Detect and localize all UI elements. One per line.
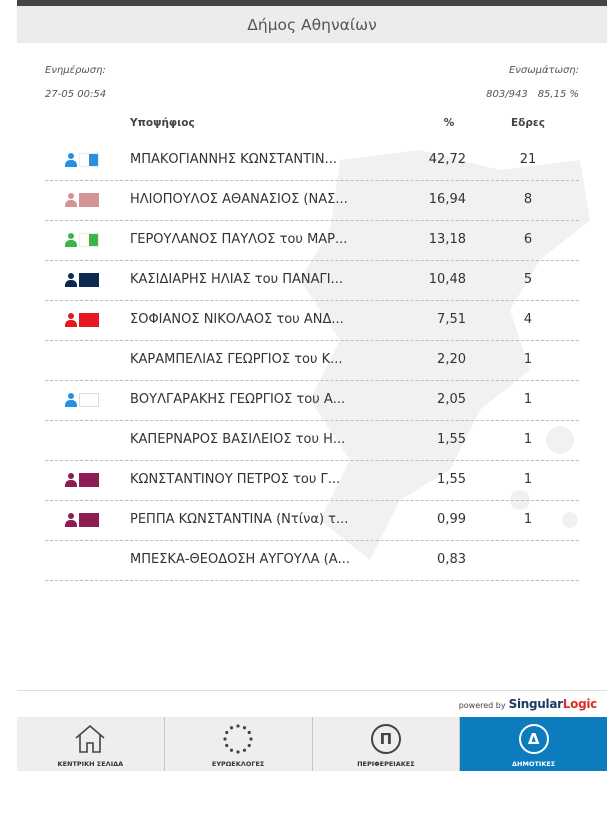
- candidate-seats: 1: [523, 472, 533, 487]
- table-row[interactable]: [45, 421, 579, 461]
- candidate-percent: 10,48: [428, 272, 466, 287]
- counted-label: Ενσωμάτωση:: [508, 65, 579, 76]
- candidate-seats: 1: [523, 352, 533, 367]
- person-icon: [65, 513, 77, 527]
- table-row[interactable]: [45, 221, 579, 261]
- header-candidate: Υποψήφιος: [130, 117, 195, 129]
- updated-label: Ενημέρωση:: [45, 65, 106, 76]
- candidate-party-icon: [65, 153, 99, 167]
- table-row[interactable]: [45, 501, 579, 541]
- powered-label: powered by: [458, 701, 506, 710]
- candidate-party-icon: [65, 393, 99, 407]
- candidate-name: ΚΑΡΑΜΠΕΛΙΑΣ ΓΕΩΡΓΙΟΣ του Κ...: [130, 352, 343, 367]
- nav-home-label: ΚΕΝΤΡΙΚΗ ΣΕΛΙΔΑ: [57, 760, 124, 768]
- counted-value: [486, 89, 579, 100]
- table-row[interactable]: [45, 541, 579, 581]
- candidate-name: ΗΛΙΟΠΟΥΛΟΣ ΑΘΑΝΑΣΙΟΣ (ΝΑΣ...: [130, 192, 348, 207]
- nav-euroelections-label: ΕΥΡΩΕΚΛΟΓΕΣ: [211, 760, 265, 768]
- candidate-name: ΚΩΝΣΤΑΝΤΙΝΟΥ ΠΕΤΡΟΣ του Γ...: [130, 472, 341, 487]
- eu-star: [237, 724, 240, 727]
- table-row[interactable]: [45, 301, 579, 341]
- candidate-name: ΜΠΑΚΟΓΙΑΝΝΗΣ ΚΩΝΣΤΑΝΤΙΝ...: [130, 152, 338, 167]
- person-icon: [65, 193, 77, 207]
- person-icon: [65, 313, 77, 327]
- candidate-party-icon: [65, 233, 99, 247]
- results-table-header: [45, 117, 579, 133]
- candidate-seats: 5: [523, 272, 533, 287]
- nav-municipal-label: ΔΗΜΟΤΙΚΕΣ: [512, 760, 556, 768]
- table-row[interactable]: [45, 381, 579, 421]
- nav-regional-label: ΠΕΡΙΦΕΡΕΙΑΚΕΣ: [357, 760, 415, 768]
- candidate-seats: 21: [519, 152, 537, 167]
- candidate-seats: 1: [523, 392, 533, 407]
- candidate-percent: 16,94: [428, 192, 466, 207]
- counted-stations: 803/943: [486, 89, 528, 100]
- party-flag-icon: [79, 513, 99, 527]
- person-icon: [65, 153, 77, 167]
- candidate-seats: 6: [523, 232, 533, 247]
- person-icon: [65, 233, 77, 247]
- candidate-party-icon: [65, 273, 99, 287]
- candidate-seats: 1: [523, 432, 533, 447]
- candidate-percent: 1,55: [437, 432, 466, 447]
- home-icon: [73, 722, 107, 756]
- eu-star: [250, 737, 253, 740]
- candidate-name: ΓΕΡΟΥΛΑΝΟΣ ΠΑΥΛΟΣ του ΜΑΡ...: [130, 232, 348, 247]
- eu-star: [225, 731, 228, 734]
- candidate-seats: 1: [523, 512, 533, 527]
- eu-star: [248, 731, 251, 734]
- table-row[interactable]: [45, 181, 579, 221]
- pi-letter-icon: Π: [369, 722, 403, 756]
- eu-star: [243, 726, 246, 729]
- party-flag-icon: [79, 233, 99, 247]
- party-flag-icon: [79, 473, 99, 487]
- eu-star: [248, 744, 251, 747]
- party-flag-icon: [79, 273, 99, 287]
- nav-euroelections[interactable]: [165, 717, 313, 771]
- table-row[interactable]: [45, 141, 579, 181]
- footer-divider: [17, 690, 607, 691]
- party-flag-icon: [79, 193, 99, 207]
- candidate-percent: 2,05: [437, 392, 466, 407]
- candidate-party-icon: [65, 193, 99, 207]
- nav-home[interactable]: [17, 717, 165, 771]
- candidate-party-icon: [65, 473, 99, 487]
- candidate-percent: 13,18: [428, 232, 466, 247]
- candidate-percent: 42,72: [428, 152, 466, 167]
- eu-stars-icon: [221, 722, 255, 756]
- page-title: Δήμος Αθηναίων: [17, 6, 607, 43]
- candidate-seats: 4: [523, 312, 533, 327]
- person-icon: [65, 473, 77, 487]
- candidate-party-icon: [65, 513, 99, 527]
- results-table: [45, 141, 579, 581]
- candidate-name: ΡΕΠΠΑ ΚΩΝΣΤΑΝΤΙΝΑ (Ντίνα) τ...: [130, 512, 349, 527]
- delta-letter-icon: Δ: [517, 722, 551, 756]
- candidate-name: ΒΟΥΛΓΑΡΑΚΗΣ ΓΕΩΡΓΙΟΣ του Α...: [130, 392, 346, 407]
- eu-star: [237, 750, 240, 753]
- nav-regional[interactable]: [313, 717, 461, 771]
- candidate-party-icon: [65, 313, 99, 327]
- candidate-seats: 8: [523, 192, 533, 207]
- nav-municipal[interactable]: [460, 717, 607, 771]
- eu-star: [225, 744, 228, 747]
- table-row[interactable]: [45, 341, 579, 381]
- eu-star: [224, 737, 227, 740]
- header-seats: Εδρες: [511, 117, 545, 129]
- candidate-percent: 0,83: [437, 552, 466, 567]
- party-flag-icon: [79, 153, 99, 167]
- party-flag-icon: [79, 313, 99, 327]
- candidate-name: ΣΟΦΙΑΝΟΣ ΝΙΚΟΛΑΟΣ του ΑΝΔ...: [130, 312, 344, 327]
- person-icon: [65, 273, 77, 287]
- candidate-percent: 7,51: [437, 312, 466, 327]
- eu-star: [243, 749, 246, 752]
- candidate-name: ΚΑΣΙΔΙΑΡΗΣ ΗΛΙΑΣ του ΠΑΝΑΓΙ...: [130, 272, 343, 287]
- singularlogic-logo: SingularLogic: [508, 697, 597, 711]
- eu-star: [230, 726, 233, 729]
- candidate-percent: 2,20: [437, 352, 466, 367]
- candidate-percent: 1,55: [437, 472, 466, 487]
- updated-value: 27-05 00:54: [45, 89, 107, 100]
- candidate-name: ΚΑΠΕΡΝΑΡΟΣ ΒΑΣΙΛΕΙΟΣ του Η...: [130, 432, 346, 447]
- eu-star: [230, 749, 233, 752]
- table-row[interactable]: [45, 261, 579, 301]
- header-percent: %: [443, 117, 455, 129]
- candidate-percent: 0,99: [437, 512, 466, 527]
- party-flag-icon: [79, 393, 99, 407]
- candidate-name: ΜΠΕΣΚΑ-ΘΕΟΔΟΣΗ ΑΥΓΟΥΛΑ (Α...: [130, 552, 350, 567]
- person-icon: [65, 393, 77, 407]
- table-row[interactable]: [45, 461, 579, 501]
- counted-percent: 85,15 %: [537, 89, 579, 100]
- powered-by: [459, 697, 597, 711]
- bottom-nav: [17, 717, 607, 771]
